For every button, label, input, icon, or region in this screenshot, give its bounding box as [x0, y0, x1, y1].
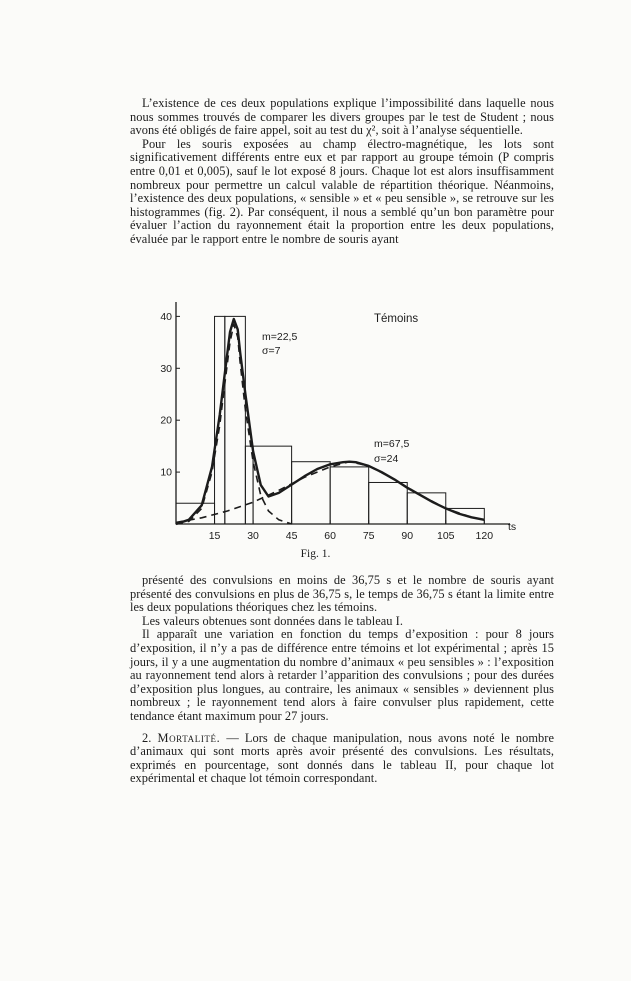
x-tick-label: 90	[401, 530, 414, 542]
x-tick-label: 75	[362, 530, 375, 542]
section-heading: Mortalité.	[157, 730, 221, 745]
x-axis-unit: ts	[508, 521, 517, 533]
paragraph: Pour les souris exposées au champ électro-magnétique, les lots sont significativement différents entre eux et par rapport au groupe témoin (P compris entre 0,01 et 0,005), sauf le lot exposé 8 jours. Chaque lot est alors insuffisamment nombreux pour permettre un calcul valable de répartition théorique. Néanmoins, l’existence des deux populations, « sensible » et « peu sensible », se retrouve sur les histogrammes (fig. 2). Par conséquent, il nous a semblé qu’un bon paramètre pour évaluer l’action du rayonnement était la proportion entre les deux populations, évaluée par le rapport entre le nombre de souris ayant	[130, 136, 554, 246]
y-tick-label: 30	[160, 362, 172, 375]
histogram-bar	[369, 482, 408, 524]
x-tick-label: 45	[285, 530, 298, 542]
section-number: 2.	[142, 730, 152, 745]
section-text: — Lors de chaque manipulation, nous avons noté le nombre d’animaux qui sont morts après avoir présenté des convulsions. Les résultats, exprimés en pourcentage, sont donnés dans le tableau II, pour chaque lot expérimental et chaque lot témoin correspondant.	[130, 730, 554, 786]
x-tick-label: 120	[475, 530, 494, 542]
paragraph: Il apparaît une variation en fonction du temps d’exposition : pour 8 jours d’exposition, il n’y a pas de différence entre témoins et lot expérimental ; après 15 jours, il y a une augmentation du nombre d’animaux « peu sensibles » : l’exposition au rayonnement tend alors à retarder l’apparition des convulsions ; pour des durées d’exposition plus longues, au contraire, les animaux « sensibles » deviennent plus nombreux ; le rayonnement tend alors à faire convulser plus rapidement, cette tendance étant maximum pour 27 jours.	[130, 627, 554, 723]
histogram-bar	[292, 462, 331, 524]
paragraph: Les valeurs obtenues sont données dans le tableau I.	[142, 613, 404, 628]
y-tick-label: 10	[160, 466, 172, 479]
paragraph: présenté des convulsions en moins de 36,75 s et le nombre de souris ayant présenté des convulsions en plus de 36,75 s, le temps de 36,75 s étant la limite entre les deux populations théoriques chez les témoins.	[130, 573, 554, 615]
y-tick-label: 40	[160, 310, 172, 323]
text-block-bottom	[130, 574, 554, 786]
section-2-paragraph	[130, 732, 554, 786]
histogram-bar	[253, 446, 292, 524]
chart-title: Témoins	[374, 313, 419, 325]
figure-caption: Fig. 1.	[300, 548, 331, 560]
annotation-mean-2: m=67,5	[374, 438, 410, 450]
paragraph: L’existence de ces deux populations explique l’impossibilité dans laquelle nous nous sommes trouvés de comparer les divers groupes par le test de Student ; nous avons été obligés de faire appel, soit au test du χ², soit à l’analyse séquentielle.	[130, 96, 554, 138]
x-tick-label: 105	[437, 530, 455, 542]
annotation-sigma-1: σ=7	[262, 345, 281, 357]
x-tick-label: 60	[324, 530, 336, 542]
y-tick-label: 20	[160, 414, 172, 427]
annotation-sigma-2: σ=24	[374, 453, 399, 465]
x-tick-label: 30	[247, 530, 259, 542]
histogram-bar	[330, 467, 369, 524]
annotation-mean-1: m=22,5	[262, 331, 298, 343]
x-tick-label: 15	[208, 530, 221, 542]
